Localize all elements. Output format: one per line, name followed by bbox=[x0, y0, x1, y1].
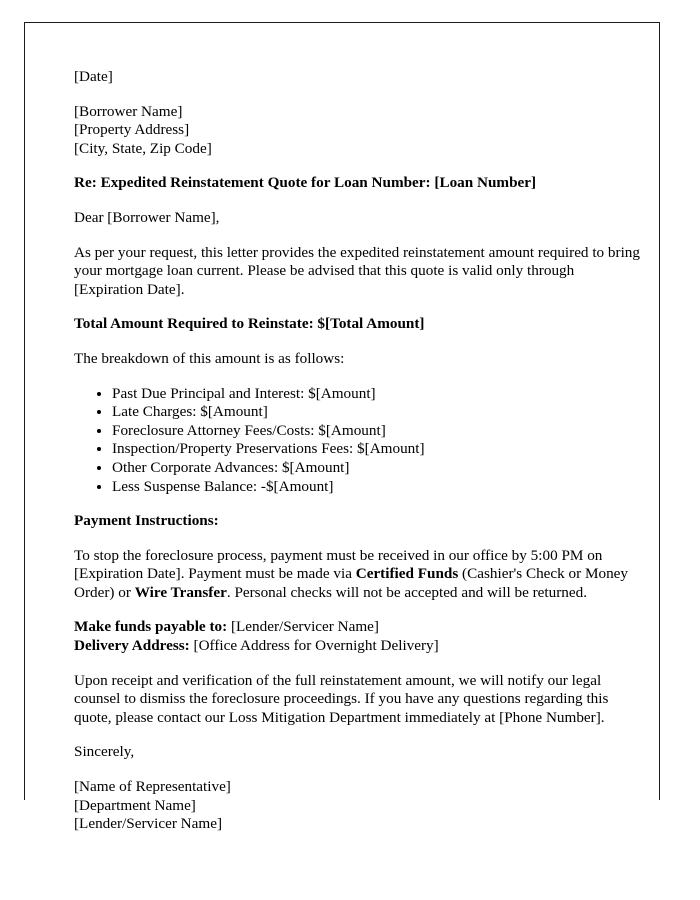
salutation: Dear [Borrower Name], bbox=[74, 208, 220, 226]
payable-to-label: Make funds payable to: bbox=[74, 618, 228, 636]
list-item: • Inspection/Property Preservations Fees: $[Amount] bbox=[112, 440, 644, 459]
delivery-address-line bbox=[74, 637, 644, 656]
recipient-name: [Borrower Name] bbox=[74, 102, 183, 120]
signature-representative: [Name of Representative] bbox=[74, 778, 231, 796]
recipient-address-block bbox=[74, 103, 644, 159]
signature-company: [Lender/Servicer Name] bbox=[74, 815, 222, 833]
subject-line: Re: Expedited Reinstatement Quote for Loan Number: [Loan Number] bbox=[74, 174, 537, 192]
payment-text-part-3: . Personal checks will not be accepted and will be returned. bbox=[226, 583, 587, 601]
list-item: • Less Suspense Balance: -$[Amount] bbox=[112, 478, 644, 497]
remittance-details-block bbox=[74, 618, 644, 655]
list-item: • Foreclosure Attorney Fees/Costs: $[Amount] bbox=[112, 422, 644, 441]
list-item: • Other Corporate Advances: $[Amount] bbox=[112, 459, 644, 478]
delivery-address-label: Delivery Address: bbox=[74, 637, 190, 655]
payable-to-line bbox=[74, 618, 644, 637]
total-amount-heading: Total Amount Required to Reinstate: $[Total Amount] bbox=[74, 315, 425, 333]
payment-text-part-1: To stop the foreclosure process, payment must be received in our office by 5:00 PM on [Expiration Date]. Payment must be made via bbox=[74, 546, 603, 583]
certified-funds-emphasis: Certified Funds bbox=[355, 565, 459, 583]
intro-paragraph: As per your request, this letter provides the expedited reinstatement amount required to bring your mortgage loan current. Please be advised that this quote is valid only through [Expiration Date]. bbox=[74, 243, 640, 298]
recipient-city-state-zip: [City, State, Zip Code] bbox=[74, 139, 212, 157]
payment-instructions-heading: Payment Instructions: bbox=[74, 512, 219, 530]
date-line: [Date] bbox=[74, 68, 113, 85]
breakdown-list bbox=[74, 385, 644, 497]
payment-text-part-2: (Cashier's Check or Money Order) or bbox=[74, 565, 629, 601]
payable-to-value: [Lender/Servicer Name] bbox=[230, 618, 379, 636]
recipient-property-address: [Property Address] bbox=[74, 121, 190, 139]
sign-off: Sincerely, bbox=[74, 743, 135, 761]
closing-paragraph: Upon receipt and verification of the full reinstatement amount, we will notify our legal counsel to dismiss the foreclosure proceedings. If you have any questions regarding this quote, please contact our Loss Mitigation Department immediately at [Phone Number]. bbox=[74, 671, 609, 726]
document-page-frame bbox=[24, 22, 660, 833]
delivery-address-value: [Office Address for Overnight Delivery] bbox=[193, 637, 439, 655]
list-item: • Past Due Principal and Interest: $[Amount] bbox=[112, 385, 644, 404]
list-item: • Late Charges: $[Amount] bbox=[112, 403, 644, 422]
letter-body bbox=[74, 68, 644, 834]
payment-instructions-paragraph bbox=[74, 547, 644, 603]
wire-transfer-emphasis: Wire Transfer bbox=[134, 583, 227, 601]
signature-department: [Department Name] bbox=[74, 796, 196, 814]
signature-block bbox=[74, 778, 644, 834]
breakdown-intro: The breakdown of this amount is as follows: bbox=[74, 349, 345, 367]
